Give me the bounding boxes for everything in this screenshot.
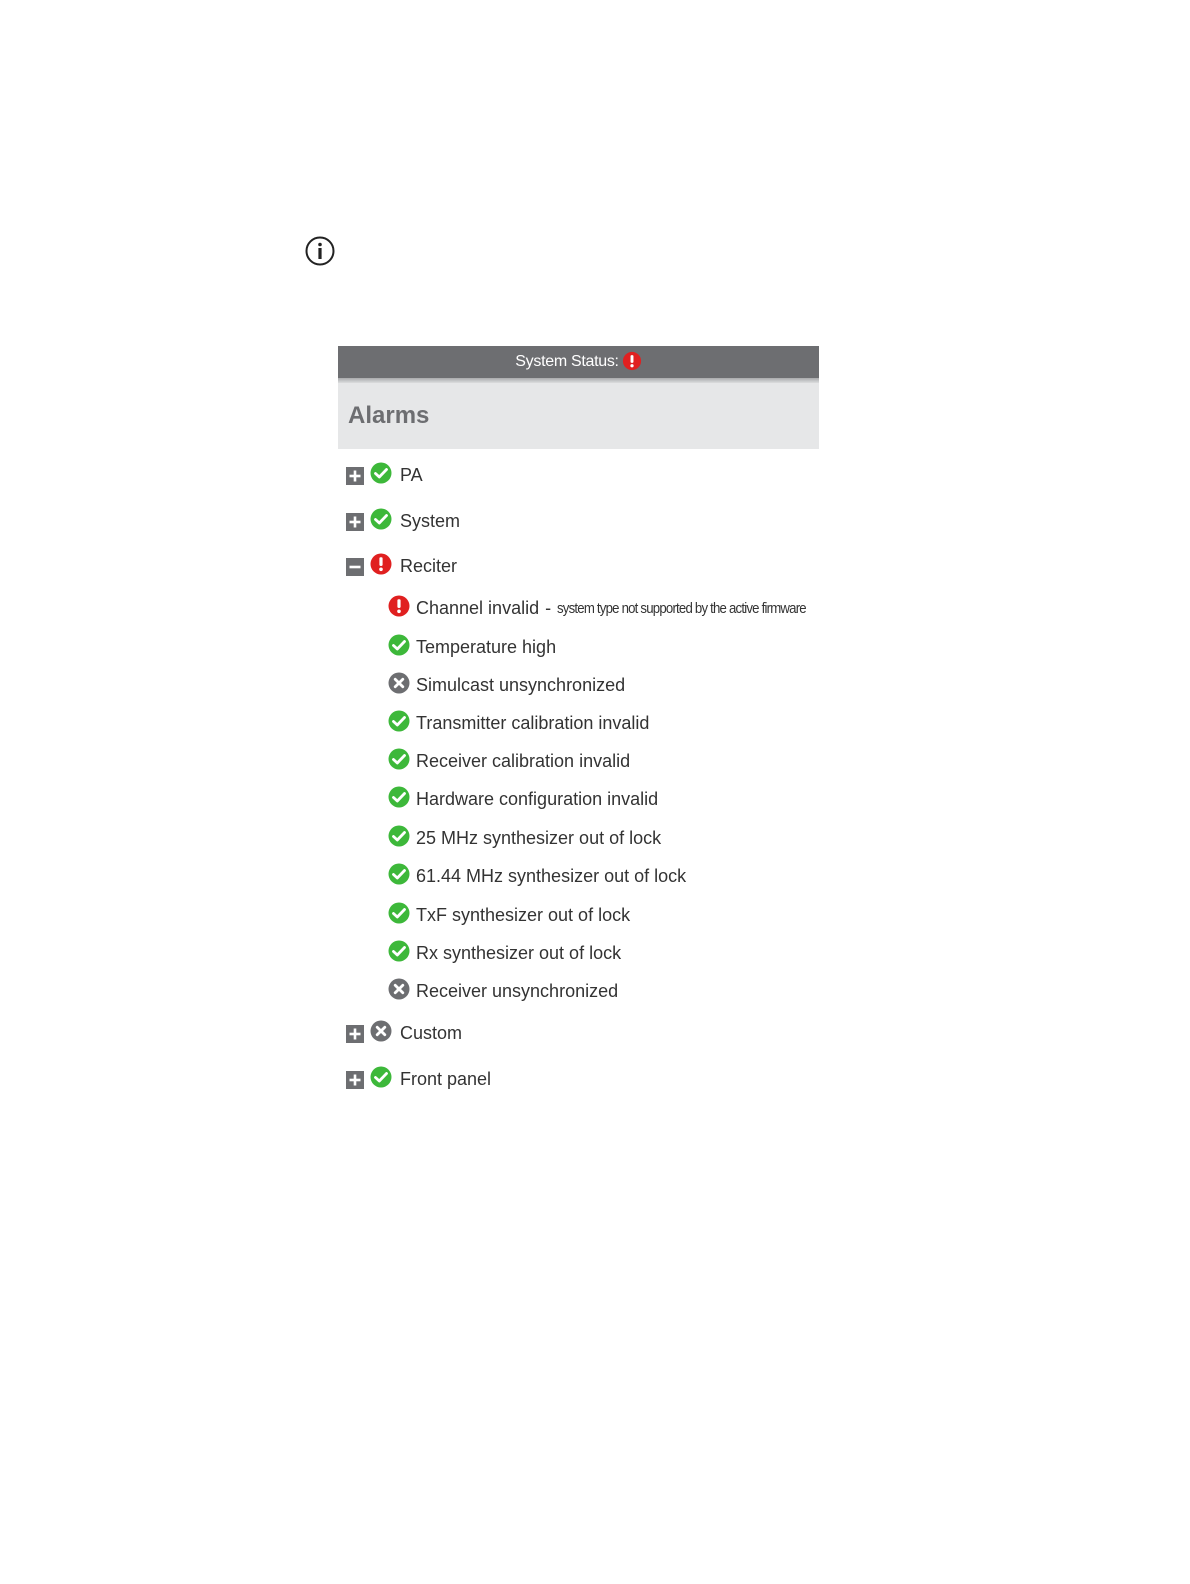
reciter-alarm-item — [388, 595, 840, 621]
alarm-item-label: Receiver unsynchronized — [416, 980, 619, 1001]
ok-check-icon — [388, 902, 410, 924]
expand-icon[interactable] — [346, 513, 364, 531]
alarm-group-system[interactable] — [346, 508, 460, 534]
reciter-alarm-item — [388, 710, 649, 736]
alarm-item-label: Hardware configuration invalid — [416, 788, 659, 809]
reciter-alarm-item — [388, 786, 658, 812]
alarms-title: Alarms — [338, 383, 819, 449]
alarm-item-separator: - — [545, 597, 552, 618]
reciter-alarm-item — [388, 825, 661, 851]
alarm-item-label: Channel invalid — [416, 597, 540, 618]
system-status-bar — [338, 346, 819, 378]
ok-check-icon — [388, 786, 410, 808]
reciter-alarm-item — [388, 748, 630, 774]
disabled-x-icon — [370, 1020, 392, 1042]
expand-icon[interactable] — [346, 1025, 364, 1043]
alarm-group-label: System — [400, 510, 461, 531]
ok-check-icon — [388, 748, 410, 770]
info-icon — [305, 236, 335, 266]
alarm-group-custom[interactable] — [346, 1020, 462, 1046]
ok-check-icon — [370, 462, 392, 484]
alarm-group-pa[interactable] — [346, 462, 423, 488]
alarm-item-note: system type not supported by the active firmware — [557, 599, 806, 617]
reciter-alarm-item — [388, 863, 686, 889]
alarms-panel — [338, 346, 819, 1089]
reciter-alarm-item — [388, 902, 630, 928]
alarm-icon — [370, 553, 392, 575]
reciter-alarm-item — [388, 978, 618, 1004]
ok-check-icon — [388, 940, 410, 962]
alarm-item-label: Rx synthesizer out of lock — [416, 942, 622, 963]
ok-check-icon — [388, 825, 410, 847]
reciter-alarm-item — [388, 634, 556, 660]
alarm-item-label: TxF synthesizer out of lock — [416, 904, 631, 925]
ok-check-icon — [388, 863, 410, 885]
ok-check-icon — [370, 1066, 392, 1088]
alarm-group-front-panel[interactable] — [346, 1066, 491, 1092]
expand-icon[interactable] — [346, 467, 364, 485]
ok-check-icon — [370, 508, 392, 530]
system-status-label: System Status: — [515, 353, 619, 370]
alarm-group-label: Reciter — [400, 555, 458, 576]
alarm-group-label: Custom — [400, 1022, 463, 1043]
alarm-item-label: 61.44 MHz synthesizer out of lock — [416, 865, 687, 886]
expand-icon[interactable] — [346, 1071, 364, 1089]
alarm-item-label: Transmitter calibration invalid — [416, 712, 650, 733]
alarm-group-reciter[interactable] — [346, 553, 457, 579]
collapse-icon[interactable] — [346, 558, 364, 576]
disabled-x-icon — [388, 672, 410, 694]
reciter-alarm-item — [388, 672, 625, 698]
ok-check-icon — [388, 710, 410, 732]
alarm-icon — [388, 595, 410, 617]
disabled-x-icon — [388, 978, 410, 1000]
alarm-item-label: Temperature high — [416, 636, 557, 657]
alarm-item-label: Receiver calibration invalid — [416, 750, 631, 771]
ok-check-icon — [388, 634, 410, 656]
alarm-item-label: 25 MHz synthesizer out of lock — [416, 827, 662, 848]
reciter-alarm-item — [388, 940, 621, 966]
alarm-group-label: PA — [400, 464, 423, 485]
alarm-icon[interactable] — [622, 351, 642, 371]
alarm-item-label: Simulcast unsynchronized — [416, 674, 626, 695]
alarm-group-label: Front panel — [400, 1068, 492, 1089]
